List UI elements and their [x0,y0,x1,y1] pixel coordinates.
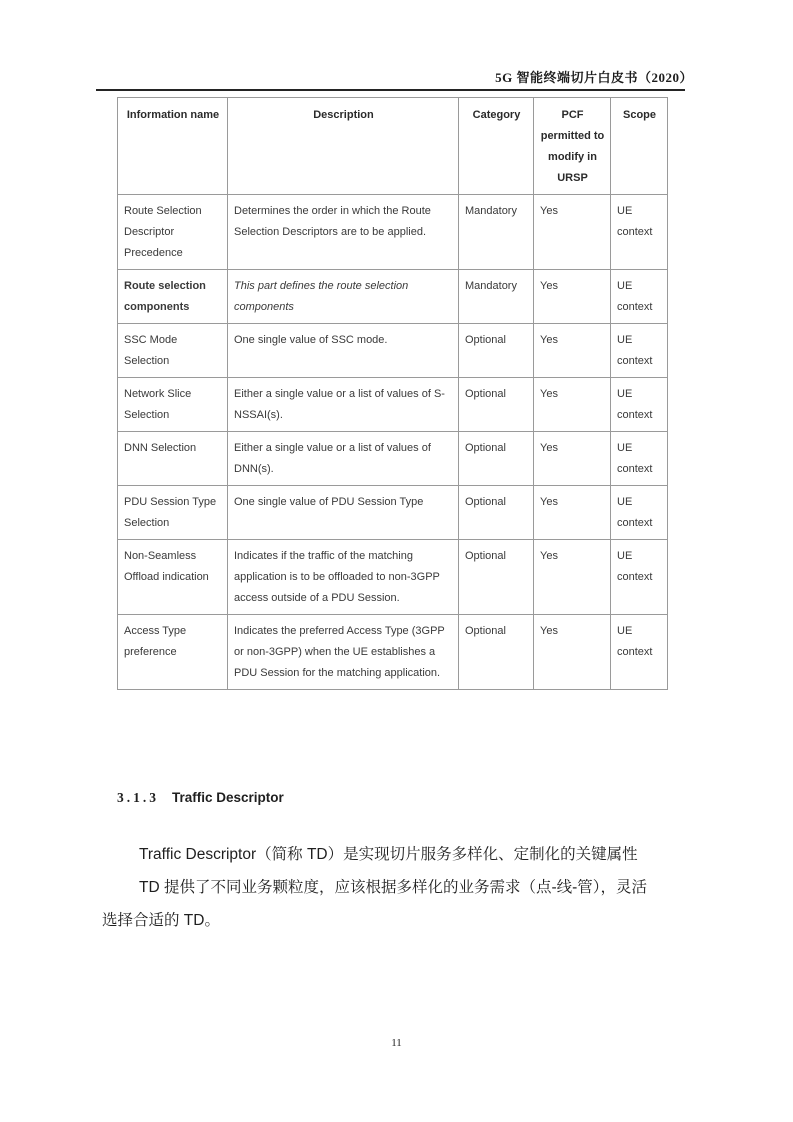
header-rule [96,89,685,91]
cell-category: Mandatory [459,195,534,270]
cell-category: Optional [459,324,534,378]
cell-description: Determines the order in which the Route Selection Descriptors are to be applied. [228,195,459,270]
cell-pcf-permitted: Yes [534,540,611,615]
cell-pcf-permitted: Yes [534,432,611,486]
cell-scope: UE context [611,378,668,432]
section-heading [117,790,284,806]
cell-pcf-permitted: Yes [534,615,611,690]
cell-pcf-permitted: Yes [534,378,611,432]
cell-information-name: Access Type preference [118,615,228,690]
cell-description: Indicates the preferred Access Type (3GPP or non-3GPP) when the UE establishes a PDU Session for the matching application. [228,615,459,690]
cell-information-name: Non-Seamless Offload indication [118,540,228,615]
cell-description: One single value of SSC mode. [228,324,459,378]
paragraph-line: TD 提供了不同业务颗粒度，应该根据多样化的业务需求（点-线-管），灵活 [139,879,648,896]
table-body [118,195,668,690]
cell-category: Optional [459,615,534,690]
cell-pcf-permitted: Yes [534,270,611,324]
paragraph-line: 选择合适的 TD。 [102,912,220,929]
cell-scope: UE context [611,432,668,486]
cell-description: Indicates if the traffic of the matching application is to be offloaded to non-3GPP access outside of a PDU Session. [228,540,459,615]
table-row [118,378,668,432]
cell-description: Either a single value or a list of values of S-NSSAI(s). [228,378,459,432]
ursp-rule-table [117,97,668,690]
cell-information-name: DNN Selection [118,432,228,486]
cell-scope: UE context [611,195,668,270]
table-header [118,98,668,195]
table-row [118,432,668,486]
section-number: 3.1.3 [117,790,159,805]
cell-description: This part defines the route selection components [228,270,459,324]
cell-category: Optional [459,486,534,540]
paragraph-line: Traffic Descriptor（简称 TD）是实现切片服务多样化、定制化的关键属性 [139,846,638,863]
table-row [118,195,668,270]
table-row [118,540,668,615]
cell-pcf-permitted: Yes [534,324,611,378]
cell-scope: UE context [611,324,668,378]
cell-information-name: Route selection components [118,270,228,324]
cell-scope: UE context [611,486,668,540]
cell-information-name: Route Selection Descriptor Precedence [118,195,228,270]
column-header-information-name: Information name [118,98,228,195]
cell-category: Optional [459,432,534,486]
table-row [118,270,668,324]
cell-scope: UE context [611,270,668,324]
cell-information-name: SSC Mode Selection [118,324,228,378]
column-header-pcf-permitted: PCF permitted to modify in URSP [534,98,611,195]
table-row [118,324,668,378]
cell-category: Optional [459,378,534,432]
section-title: Traffic Descriptor [172,790,284,805]
page-header-title: 5G 智能终端切片白皮书（2020） [495,70,693,85]
cell-description: One single value of PDU Session Type [228,486,459,540]
column-header-description: Description [228,98,459,195]
table-header-row [118,98,668,195]
cell-category: Mandatory [459,270,534,324]
cell-information-name: PDU Session Type Selection [118,486,228,540]
cell-scope: UE context [611,540,668,615]
cell-category: Optional [459,540,534,615]
page-number: 11 [391,1037,402,1049]
table-row [118,615,668,690]
cell-scope: UE context [611,615,668,690]
cell-pcf-permitted: Yes [534,486,611,540]
column-header-scope: Scope [611,98,668,195]
column-header-category: Category [459,98,534,195]
cell-pcf-permitted: Yes [534,195,611,270]
cell-description: Either a single value or a list of values of DNN(s). [228,432,459,486]
body-paragraphs [102,843,698,942]
table-row [118,486,668,540]
cell-information-name: Network Slice Selection [118,378,228,432]
